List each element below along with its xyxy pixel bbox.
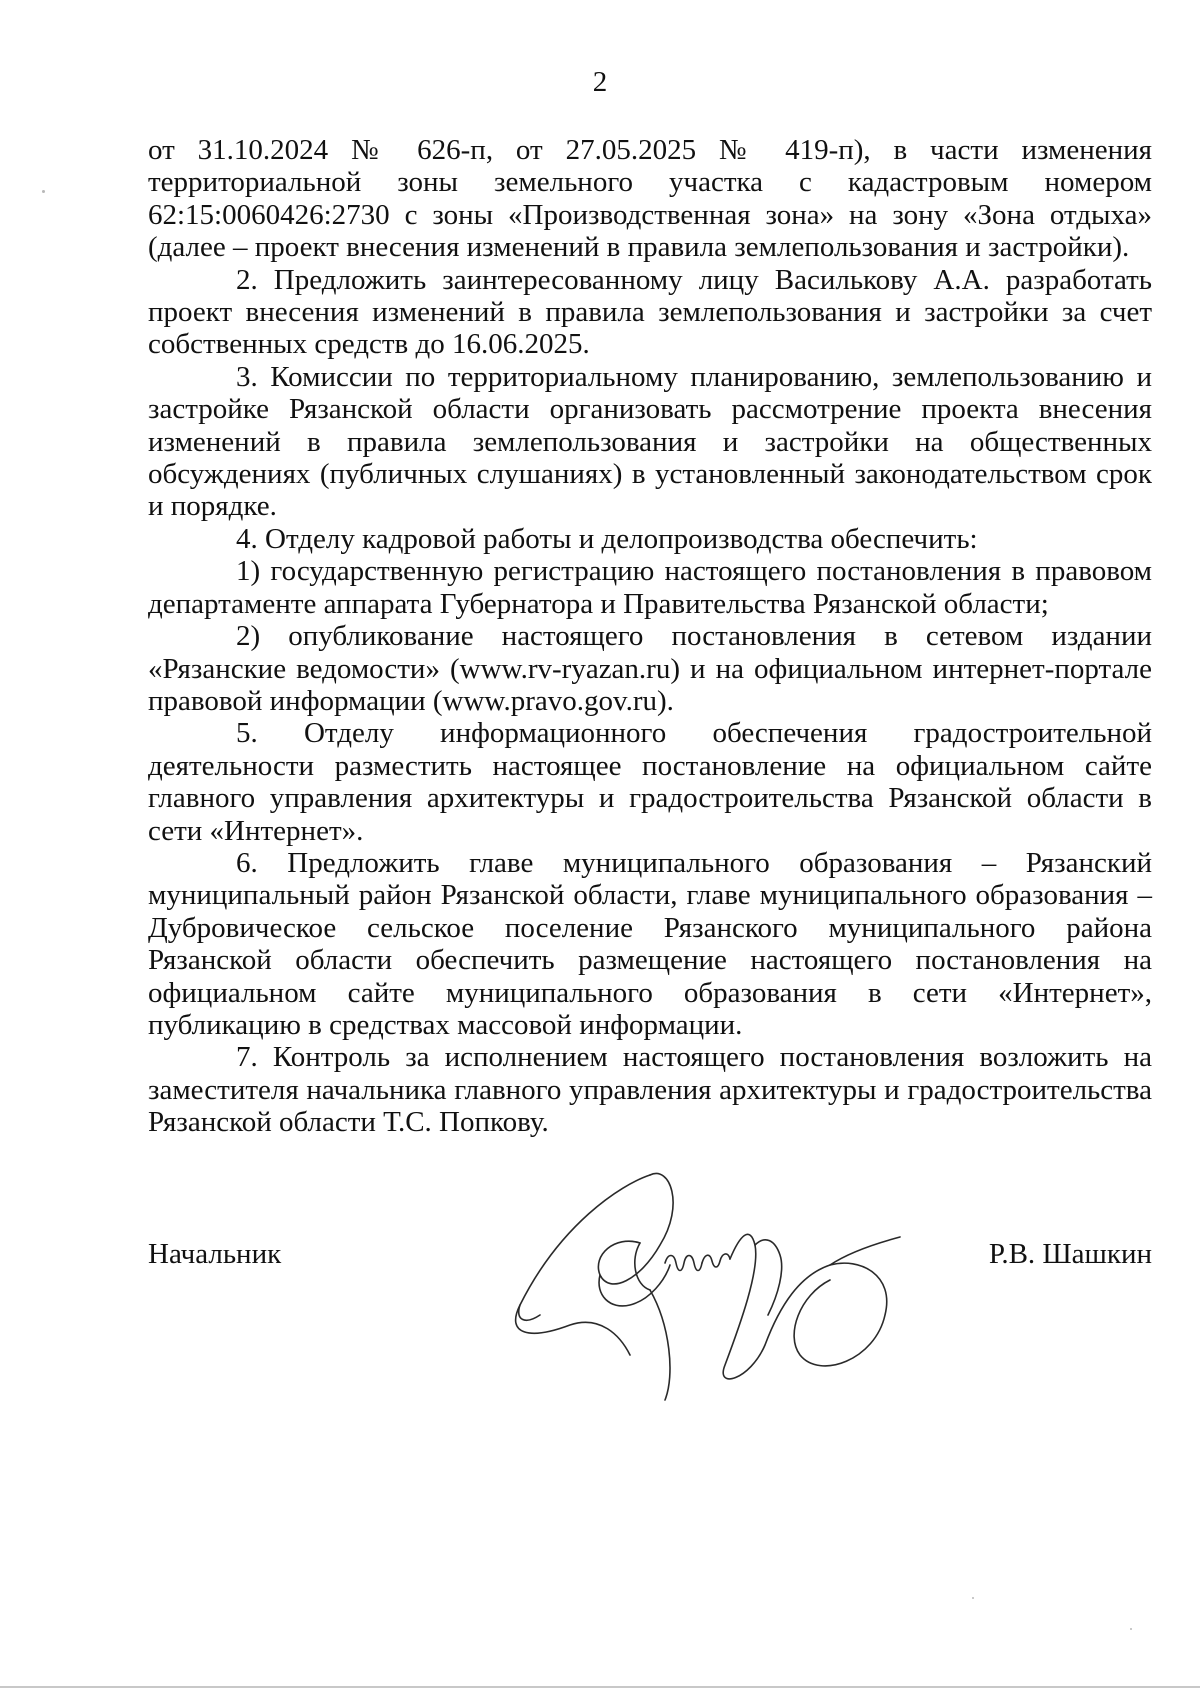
paragraph-item-6: 6. Предложить главе муниципального образования – Рязанский муниципальный район Рязанской области, главе муниципального образования – Дубровическое сельское поселение Рязанского муниципального района Рязанской области обеспечить размещение настоящего постановления на официальном сайте муниципального образования в сети «Интернет», публикацию в средствах массовой информации. <box>148 846 1152 1041</box>
page-number: 2 <box>592 66 608 98</box>
handwritten-signature <box>500 1165 930 1405</box>
scan-speck <box>972 1597 974 1599</box>
scan-speck <box>1130 1628 1132 1630</box>
paragraph-continuation: от 31.10.2024 № 626-п, от 27.05.2025 № 419-п), в части изменения территориальной зоны земельного участка с кадастровым номером 62:15:0060426:2730 с зоны «Производственная зона» на зону «Зона отдыха» (далее – проект внесения изменений в правила землепользования и застройки). <box>148 134 1152 264</box>
paragraph-item-7: 7. Контроль за исполнением настоящего постановления возложить на заместителя начальника главного управления архитектуры и градостроительства Рязанской области Т.С. Попкову. <box>148 1041 1152 1139</box>
signatory-name: Р.В. Шашкин <box>988 1238 1152 1270</box>
paragraph-item-2: 2. Предложить заинтересованному лицу Василькову А.А. разработать проект внесения изменений в правила землепользования и застройки за счет собственных средств до 16.06.2025. <box>148 263 1152 361</box>
paragraph-item-4: 4. Отделу кадровой работы и делопроизводства обеспечить: <box>236 522 978 555</box>
signatory-title: Начальник <box>148 1238 282 1270</box>
scan-speck <box>42 190 45 193</box>
paragraph-subitem-4-2: 2) опубликование настоящего постановления в сетевом издании «Рязанские ведомости» (www.rv-ryazan.ru) и на официальном интернет-портале правовой информации (www.pravo.gov.ru). <box>148 620 1152 717</box>
paragraph-subitem-4-1: 1) государственную регистрацию настоящего постановления в правовом департаменте аппарата Губернатора и Правительства Рязанской области; <box>148 555 1152 620</box>
scan-edge-line <box>0 1686 1200 1688</box>
paragraph-item-3: 3. Комиссии по территориальному планированию, землепользованию и застройке Рязанской области организовать рассмотрение проекта внесения изменений в правила землепользования и застройки на общественных обсуждениях (публичных слушаниях) в установленный законодательством срок и порядке. <box>148 360 1152 523</box>
document-body <box>148 134 1152 1139</box>
paragraph-item-5: 5. Отделу информационного обеспечения градостроительной деятельности разместить настоящее постановление на официальном сайте главного управления архитектуры и градостроительства Рязанской области в сети «Интернет». <box>148 717 1152 847</box>
